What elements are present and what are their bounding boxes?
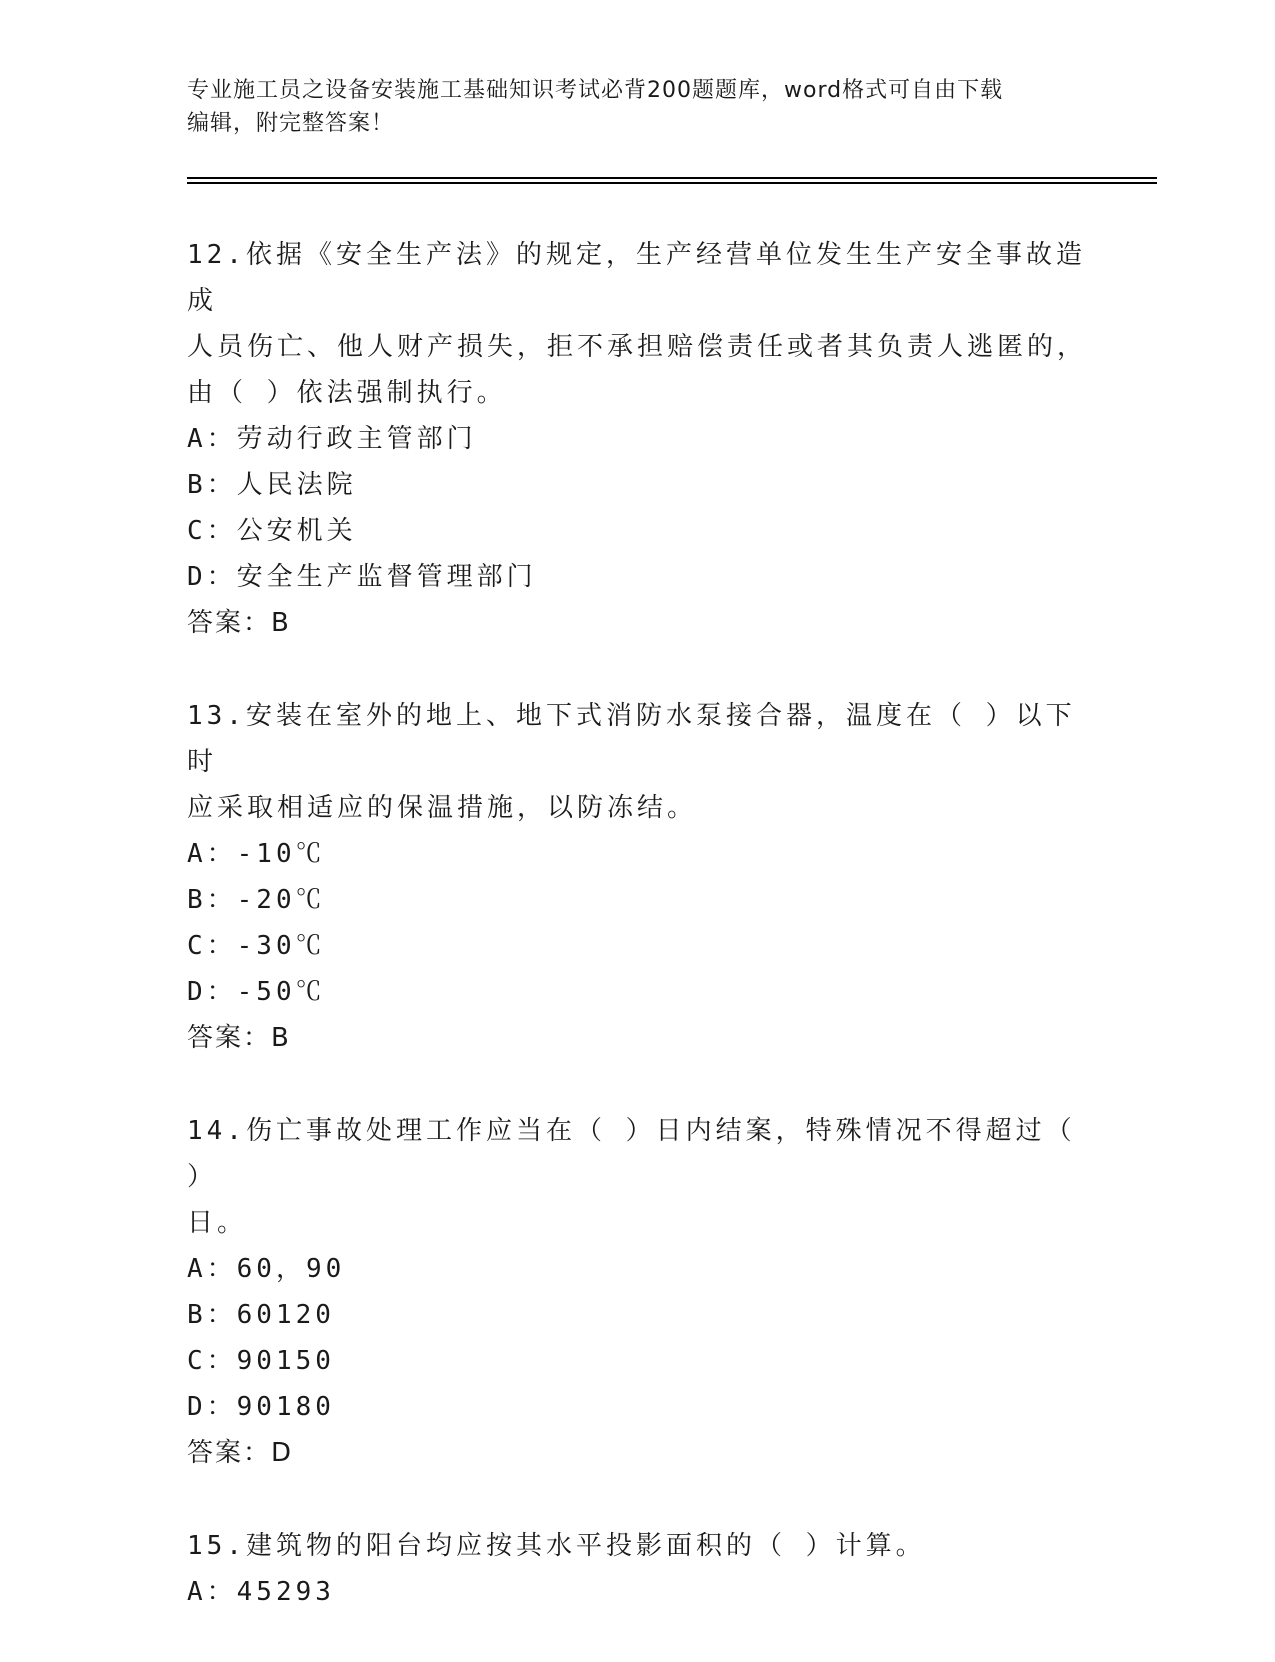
- answer-line: 答案：B: [187, 608, 291, 638]
- option-a: A：60，90: [187, 1254, 346, 1284]
- option-c: C：公安机关: [187, 516, 357, 546]
- option-b: B：人民法院: [187, 470, 357, 500]
- header-divider-top: [187, 177, 1157, 179]
- option-c: C：90150: [187, 1346, 335, 1376]
- question-stem-line: 14.伤亡事故处理工作应当在（ ）日内结案，特殊情况不得超过（ ）: [187, 1116, 1076, 1192]
- question-stem-line: 12.依据《安全生产法》的规定，生产经营单位发生生产安全事故造成: [187, 240, 1086, 316]
- question-stem-line: 应采取相适应的保温措施，以防冻结。: [187, 793, 698, 823]
- option-d: D：安全生产监督管理部门: [187, 562, 537, 592]
- option-a: A：-10℃: [187, 839, 326, 869]
- option-b: B：60120: [187, 1300, 335, 1330]
- question-stem-line: 日。: [187, 1208, 248, 1238]
- header-line-2: 编辑，附完整答案！: [187, 111, 395, 136]
- answer-line: 答案：B: [187, 1023, 291, 1053]
- question-stem-line: 由（ ）依法强制执行。: [187, 378, 507, 408]
- question-stem-line: 人员伤亡、他人财产损失，拒不承担赔偿责任或者其负责人逃匿的，: [187, 332, 1088, 362]
- question-15: [187, 1523, 1087, 1615]
- question-list: [187, 232, 1087, 1662]
- option-a: A：45293: [187, 1577, 335, 1607]
- question-14: [187, 1108, 1087, 1476]
- question-stem-line: 13.安装在室外的地上、地下式消防水泵接合器，温度在（ ）以下时: [187, 701, 1076, 777]
- document-header: [187, 74, 1067, 140]
- answer-line: 答案：D: [187, 1438, 294, 1468]
- option-b: B：-20℃: [187, 885, 326, 915]
- header-divider-bottom: [187, 182, 1157, 184]
- header-line-1: 专业施工员之设备安装施工基础知识考试必背200题题库，word格式可自由下载: [187, 78, 1004, 103]
- question-12: [187, 232, 1087, 646]
- option-d: D：-50℃: [187, 977, 326, 1007]
- question-13: [187, 693, 1087, 1061]
- option-d: D：90180: [187, 1392, 335, 1422]
- option-c: C：-30℃: [187, 931, 326, 961]
- option-a: A：劳动行政主管部门: [187, 424, 477, 454]
- question-stem-line: 15.建筑物的阳台均应按其水平投影面积的（ ）计算。: [187, 1531, 926, 1561]
